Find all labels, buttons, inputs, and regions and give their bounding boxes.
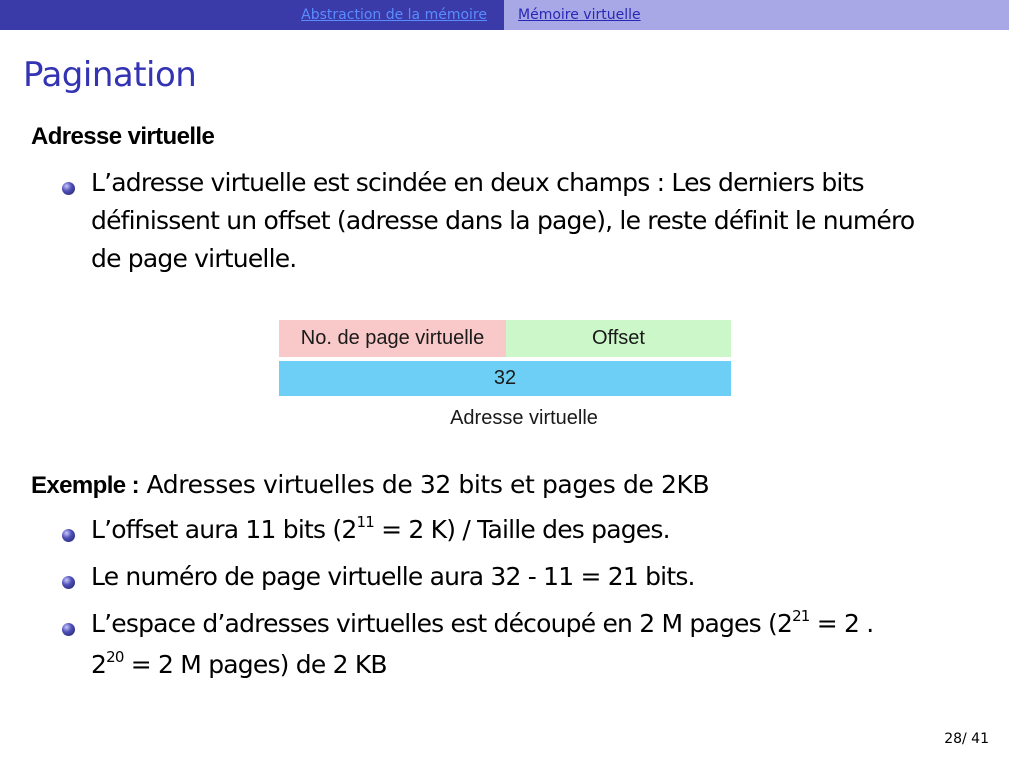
field-offset: Offset — [506, 320, 731, 357]
bullet-icon — [62, 623, 75, 636]
superscript: 21 — [792, 607, 810, 625]
slide-title: Pagination — [23, 55, 197, 95]
text-segment: 2 — [91, 650, 107, 679]
bullet-offset-bits — [91, 511, 670, 552]
example-label: Exemple : — [31, 472, 139, 499]
heading-virtual-address: Adresse virtuelle — [31, 123, 215, 150]
text-segment: = 2 K) / Taille des pages. — [373, 515, 670, 544]
nav-link-subsection[interactable]: Mémoire virtuelle — [518, 7, 641, 23]
bullet-address-split — [91, 164, 914, 278]
bullet-address-space — [91, 605, 873, 687]
nav-section-right — [504, 0, 1009, 30]
field-virtual-page-number: No. de page virtuelle — [279, 320, 506, 357]
nav-section-left — [0, 0, 504, 30]
bullet-line: définissent un offset (adresse dans la page), le reste définit le numéro — [91, 206, 915, 235]
diagram-caption: Adresse virtuelle — [450, 407, 598, 429]
navigation-bar — [0, 0, 1009, 30]
page-number: 28/ 41 — [944, 731, 989, 747]
bullet-icon — [62, 576, 75, 589]
bullet-line: de page virtuelle. — [91, 244, 297, 273]
example-text: Adresses virtuelles de 32 bits et pages de 2KB — [138, 470, 710, 499]
text-segment: = 2 . — [809, 609, 874, 638]
text-segment: = 2 M pages) de 2 KB — [123, 650, 387, 679]
superscript: 11 — [356, 513, 374, 531]
bullet-page-number-bits: Le numéro de page virtuelle aura 32 - 11 = 21 bits. — [91, 562, 695, 591]
bullet-icon — [62, 182, 75, 195]
superscript: 20 — [106, 648, 124, 666]
text-segment: L’espace d’adresses virtuelles est découpé en 2 M pages (2 — [91, 609, 793, 638]
text-segment: L’offset aura 11 bits (2 — [91, 515, 357, 544]
nav-link-section[interactable]: Abstraction de la mémoire — [301, 7, 487, 23]
field-total-bits: 32 — [279, 361, 731, 396]
bullet-line — [91, 646, 873, 687]
bullet-line: L’adresse virtuelle est scindée en deux champs : Les derniers bits — [91, 168, 864, 197]
example-line — [31, 470, 709, 500]
bullet-line — [91, 605, 873, 646]
bullet-icon — [62, 529, 75, 542]
